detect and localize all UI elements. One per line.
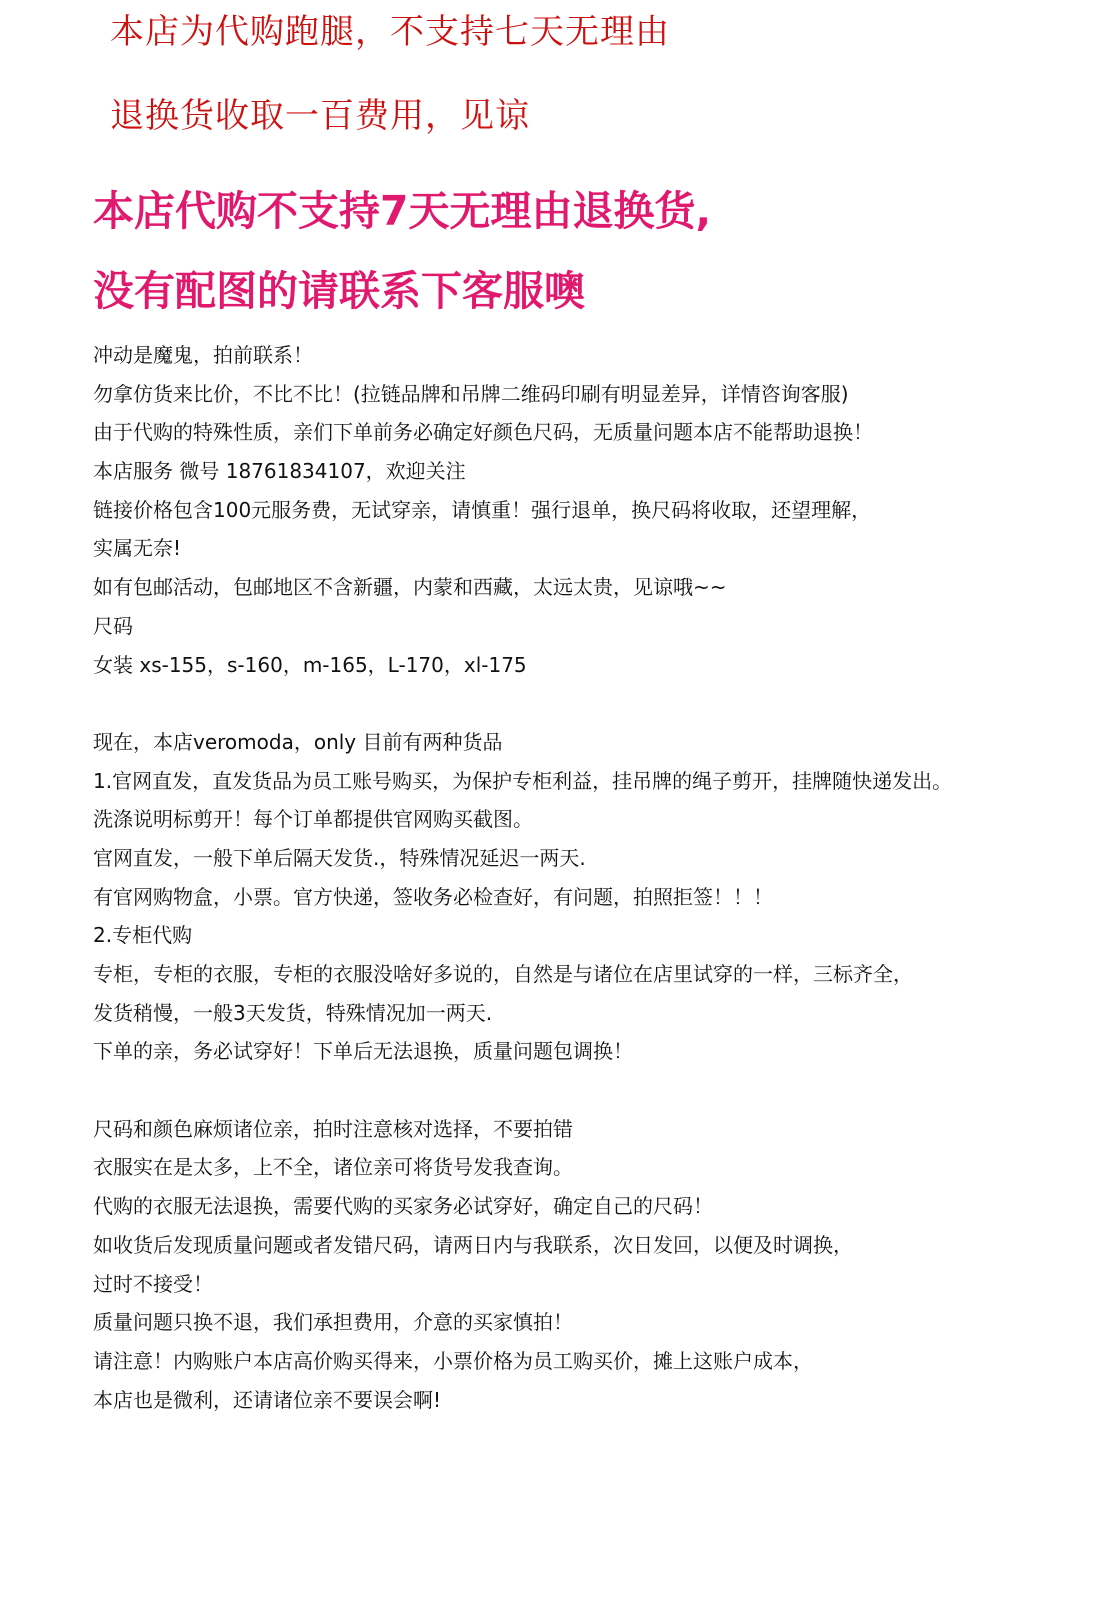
policy-line: 质量问题只换不退，我们承担费用，介意的买家慎拍！	[93, 1310, 573, 1335]
policy-line: 现在，本店veromoda，only 目前有两种货品	[93, 729, 503, 754]
policy-line: 1.官网直发，直发货品为员工账号购买，为保护专柜利益，挂吊牌的绳子剪开，挂牌随快递发出。	[93, 768, 953, 793]
size-chart-line: 女装 xs-155，s-160，m-165，L-170，xl-175	[93, 652, 527, 677]
policy-line: 请注意！内购账户本店高价购买得来，小票价格为员工购买价，摊上这账户成本，	[93, 1348, 813, 1373]
policy-line: 洗涤说明标剪开！每个订单都提供官网购买截图。	[93, 807, 533, 832]
policy-line: 本店也是微利，还请诸位亲不要误会啊!	[93, 1387, 442, 1412]
policy-line: 代购的衣服无法退换，需要代购的买家务必试穿好，确定自己的尺码！	[93, 1194, 713, 1219]
policy-line: 链接价格包含100元服务费，无试穿亲，请慎重！强行退单，换尺码将收取，还望理解，	[93, 497, 872, 522]
policy-line: 勿拿仿货来比价，不比不比！(拉链品牌和吊牌二维码印刷有明显差异，详情咨询客服)	[93, 381, 849, 406]
red-notice-line-2: 退换货收取一百费用，见谅	[110, 96, 530, 136]
policy-line: 如有包邮活动，包邮地区不含新疆，内蒙和西藏，太远太贵，见谅哦~~	[93, 575, 727, 600]
policy-line: 发货稍慢，一般3天发货，特殊情况加一两天.	[93, 1000, 493, 1025]
policy-line: 有官网购物盒，小票。官方快递，签收务必检查好，有问题，拍照拒签！！！	[93, 884, 773, 909]
policy-line: 尺码和颜色麻烦诸位亲，拍时注意核对选择，不要拍错	[93, 1116, 573, 1141]
size-heading: 尺码	[93, 613, 133, 638]
blank-line	[93, 684, 1083, 723]
policy-line: 2.专柜代购	[93, 923, 193, 948]
pink-headline-line-2: 没有配图的请联系下客服噢	[93, 267, 585, 315]
policy-line: 下单的亲，务必试穿好！下单后无法退换，质量问题包调换！	[93, 1039, 633, 1064]
policy-line: 过时不接受！	[93, 1271, 213, 1296]
policy-line: 冲动是魔鬼，拍前联系！	[93, 343, 313, 367]
red-notice-line-1: 本店为代购跑腿，不支持七天无理由	[110, 12, 670, 52]
policy-line: 由于代购的特殊性质，亲们下单前务必确定好颜色尺码，无质量问题本店不能帮助退换！	[93, 420, 873, 445]
policy-text-block	[93, 336, 1083, 1419]
policy-line: 如收货后发现质量问题或者发错尺码，请两日内与我联系，次日发回，以便及时调换，	[93, 1232, 853, 1257]
policy-line: 衣服实在是太多，上不全，诸位亲可将货号发我查询。	[93, 1155, 573, 1180]
blank-line	[93, 1071, 1083, 1110]
policy-line: 官网直发，一般下单后隔天发货.，特殊情况延迟一两天.	[93, 845, 586, 870]
service-contact-line: 本店服务 微号 18761834107，欢迎关注	[93, 459, 466, 484]
policy-line: 实属无奈!	[93, 536, 182, 561]
policy-line: 专柜，专柜的衣服，专柜的衣服没啥好多说的，自然是与诸位在店里试穿的一样，三标齐全，	[93, 962, 913, 986]
pink-headline-line-1: 本店代购不支持7天无理由退换货,	[93, 187, 712, 235]
